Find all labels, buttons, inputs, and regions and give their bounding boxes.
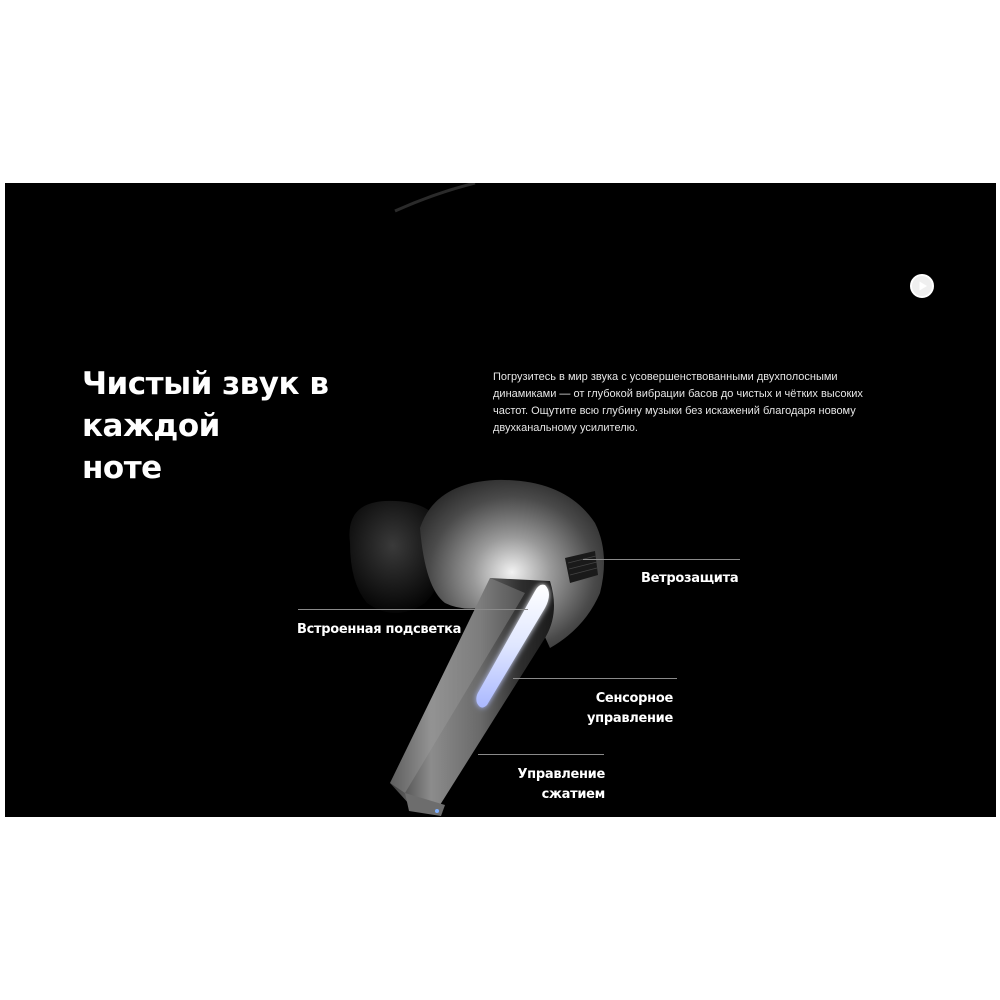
headline-line-1: Чистый звук в каждой: [82, 366, 329, 444]
product-feature-banner: [5, 183, 996, 817]
callout-label-wind: Ветрозащита: [641, 571, 739, 586]
earbud-image: [5, 183, 996, 817]
callout-line-wind: [583, 559, 740, 560]
callout-label-touch-line-2: управление: [586, 711, 673, 726]
callout-label-light: Встроенная подсветка: [297, 622, 462, 637]
callout-line-touch: [513, 678, 677, 679]
callout-line-pinch: [478, 754, 604, 755]
callout-label-touch-line-1: Сенсорное: [595, 691, 673, 706]
section-description: Погрузитесь в мир звука с усовершенствованными двухполосными динамиками — от глубокой вибрации басов до чистых и чётких высоких частот. Ощутите всю глубину музыки без искажений благодаря новому двухканальному усилителю.: [493, 371, 863, 434]
callout-label-pinch-line-1: Управление: [517, 767, 605, 782]
callout-line-light: [298, 609, 528, 610]
callout-label-touch: [565, 689, 673, 729]
callout-label-pinch: [495, 765, 605, 805]
headline-line-2: ноте: [82, 450, 162, 486]
callout-label-pinch-line-2: сжатием: [541, 787, 605, 802]
